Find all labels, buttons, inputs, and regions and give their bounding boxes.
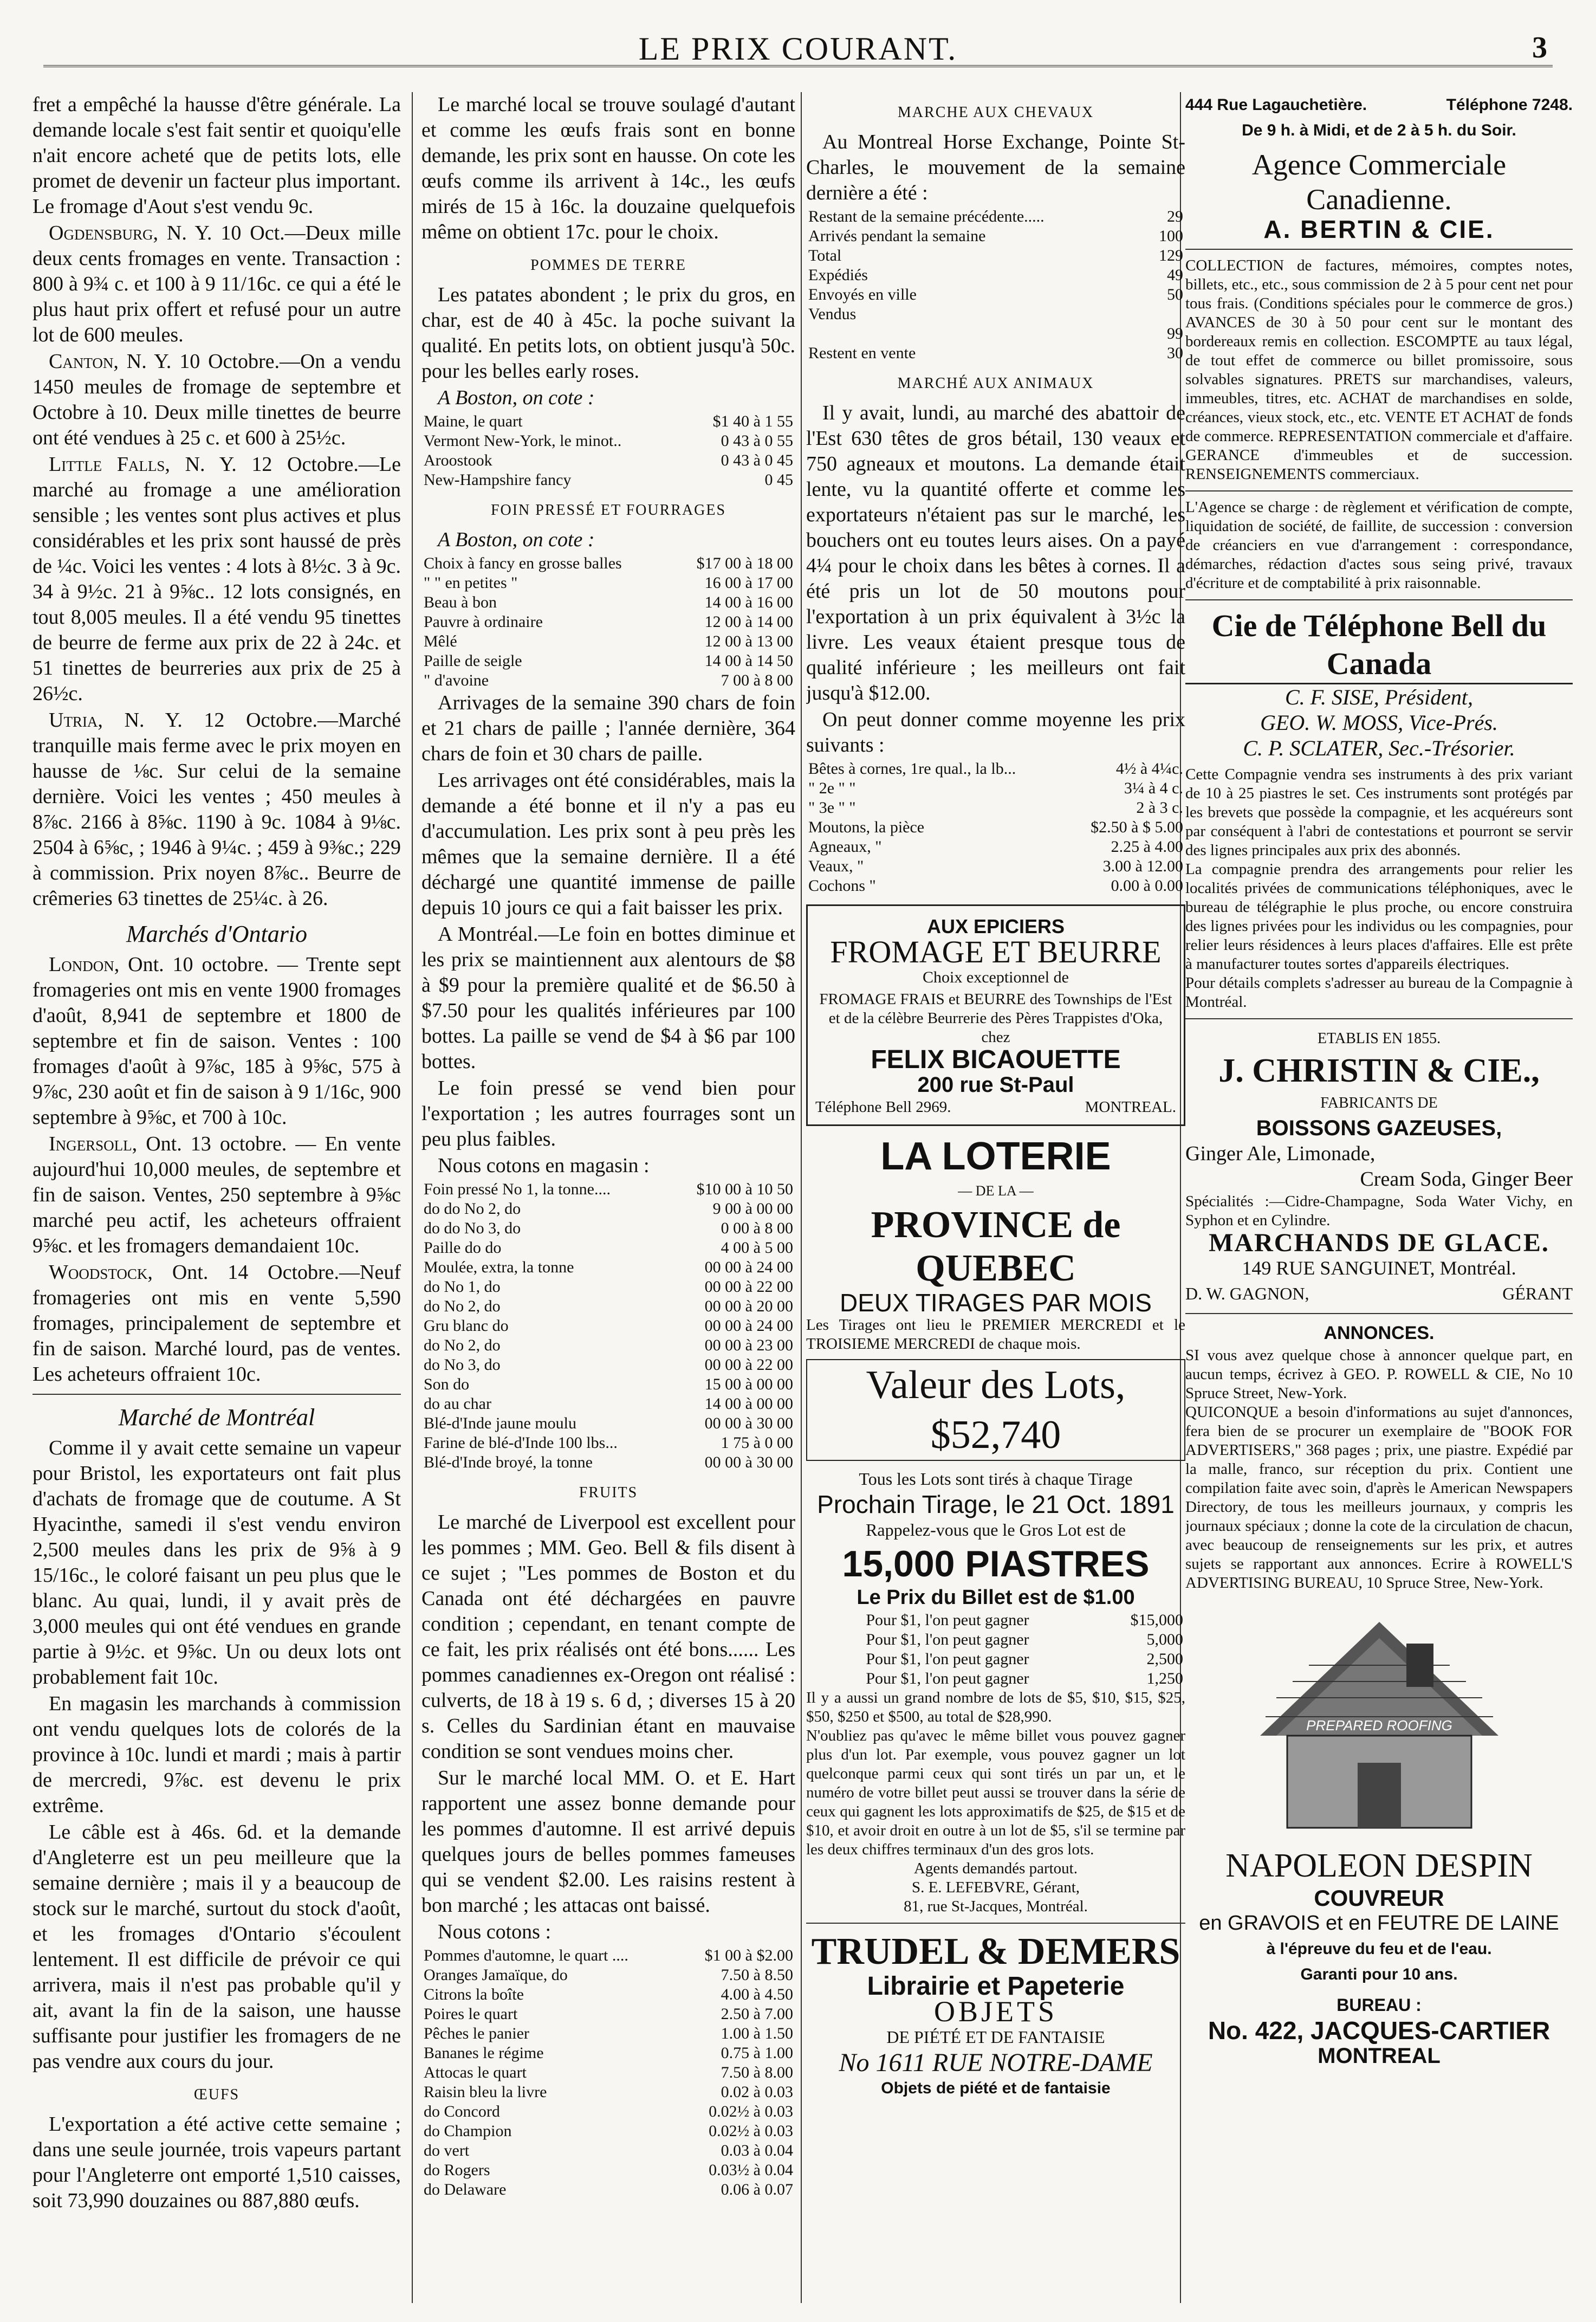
table-row xyxy=(421,554,795,573)
ad-headline: PROVINCE de QUEBEC xyxy=(871,1204,1121,1289)
row-value: 12 00 à 13 00 xyxy=(704,632,793,650)
table-row xyxy=(421,1297,795,1316)
ad-address: No 1611 RUE NOTRE-DAME xyxy=(839,2048,1153,2077)
row-value: 99 xyxy=(1167,325,1183,342)
table-row xyxy=(421,1433,795,1453)
row-label: Blé-d'Inde jaune moulu xyxy=(424,1414,576,1432)
subhead: FOIN PRESSÉ ET FOURRAGES xyxy=(490,502,726,519)
ad-address: 444 Rue Lagauchetière. xyxy=(1185,96,1367,114)
table-row xyxy=(421,1414,795,1433)
ad-subhead: BOISSONS GAZEUSES, xyxy=(1256,1116,1502,1140)
table-row xyxy=(421,1316,795,1336)
ad-subhead: MARCHANDS DE GLACE. xyxy=(1209,1228,1549,1257)
subhead: MARCHE AUX CHEVAUX xyxy=(897,104,1094,121)
ad-text: Objets de piété et de fantaisie xyxy=(881,2079,1111,2097)
paragraph: Arrivages de la semaine 390 chars de foin et 21 chars de paille ; l'année dernière, 364 chars de foin et 30 chars de paille. xyxy=(421,691,795,765)
ad-text: L'Agence se charge : de règlement et vérification de compte, liquidation de société, de faillite, de succession : conversion de créanciers en vue d'arrangement : correspondance, démarches, rédaction d'actes sous seing privé, travaux d'écriture et de comptabilité à prix raisonnable. xyxy=(1185,499,1573,592)
table-row xyxy=(806,285,1185,305)
row-label: Pour $1, l'on peut gagner xyxy=(866,1670,1029,1687)
ad-text: Ginger Ale, Limonade, xyxy=(1185,1142,1376,1165)
row-label: Paille do do xyxy=(424,1239,502,1257)
section-title: Marchés d'Ontario xyxy=(126,921,308,947)
ad-officer: GEO. W. MOSS, Vice-Prés. xyxy=(1260,710,1498,735)
table-row xyxy=(421,1258,795,1277)
row-label: " 2e " " xyxy=(808,779,856,797)
row-label: do Champion xyxy=(424,2122,512,2140)
prize-table xyxy=(806,1610,1185,1689)
ad-headline: Valeur des Lots, $52,740 xyxy=(806,1359,1185,1461)
row-value: 0 45 xyxy=(764,471,793,489)
table-row xyxy=(421,1277,795,1297)
ad-city: MONTREAL. xyxy=(1085,1098,1176,1116)
ad-text: Garanti pour 10 ans. xyxy=(1300,1965,1458,1983)
ad-headline: FROMAGE ET BEURRE xyxy=(830,934,1162,969)
subhead: ŒUFS xyxy=(193,2086,240,2103)
ad-signer-address: 81, rue St-Jacques, Montréal. xyxy=(904,1898,1088,1915)
row-value: 1.00 à 1.50 xyxy=(721,2025,793,2042)
table-row xyxy=(806,857,1185,876)
table-row xyxy=(806,246,1185,266)
row-label: Raisin bleu la livre xyxy=(424,2083,547,2101)
table-row xyxy=(806,759,1185,779)
paragraph: Au Montreal Horse Exchange, Pointe St-Charles, le mouvement de la semaine dernière a été : xyxy=(806,131,1185,204)
ad-subhead: Le Prix du Billet est de $1.00 xyxy=(857,1586,1135,1609)
table-row xyxy=(806,324,1185,344)
ad-text: La compagnie prendra des arrangements pour relier les localités privées de communications téléphoniques, avec le bureau de télégraphie le plus proche, ou encore construira des lignes privées pour les individus ou les compagnies, pour relier leurs résidences à leurs places d'affaires. Elle est prête à manufacturer toutes sortes d'appareils électriques. xyxy=(1185,861,1573,973)
ad-loterie xyxy=(806,1135,1185,1916)
ad-text: Les Tirages ont lieu le PREMIER MERCREDI et le TROISIEME MERCREDI de chaque mois. xyxy=(806,1316,1185,1353)
ad-subhead: COUVREUR xyxy=(1314,1885,1444,1911)
row-value: 3¼ à 4 c. xyxy=(1124,779,1183,797)
row-value: 00 00 à 22 00 xyxy=(704,1356,793,1374)
paragraph: On peut donner comme moyenne les prix suivants : xyxy=(806,708,1185,756)
paragraph: Il y avait, lundi, au marché des abattoir de l'Est 630 têtes de gros bétail, 130 veaux et 750 agneaux et moutons. La demande était lente, vu la quantité offerte et comme les exportateurs n'étaient pas sur le marché, les bouchers ont eu toutes leurs aises. On a payé 4¼ pour le choix dans les bêtes à cornes. Il a été pris un lot de 50 moutons pour l'exportation à un prix équivalent à 3½c la livre. Les veaux étaient presque tous de qualité inférieure ; les meilleurs ont fait jusqu'à $12.00. xyxy=(806,402,1185,704)
ad-subhead: OBJETS xyxy=(933,1995,1058,2028)
table-row xyxy=(806,779,1185,798)
table-row xyxy=(421,1394,795,1414)
row-label: Vermont New-York, le minot.. xyxy=(424,432,622,450)
column-rule xyxy=(412,92,413,2303)
row-label: do do No 2, do xyxy=(424,1200,521,1218)
subhead: FRUITS xyxy=(579,1484,638,1501)
ad-kicker: AUX EPICIERS xyxy=(926,915,1065,937)
row-label: Veaux, " xyxy=(808,857,864,875)
ad-headline: TRUDEL & DEMERS xyxy=(811,1931,1180,1972)
row-value: 00 00 à 23 00 xyxy=(704,1336,793,1354)
row-label: Pêches le panier xyxy=(424,2025,529,2042)
table-row xyxy=(421,412,795,431)
masthead-title: LE PRIX COURANT. xyxy=(638,31,958,67)
ad-phone: Téléphone 7248. xyxy=(1446,96,1573,114)
table-row xyxy=(806,1630,1185,1650)
row-value: 4½ à 4¼c. xyxy=(1115,760,1183,778)
paragraph: Woodstock, Ont. 14 Octobre.—Neuf fromageries ont mis en vente 5,590 fromages, principalement de septembre et fin de saison. Marché lourd, pas de ventes. Les acheteurs offraient 10c. xyxy=(33,1261,401,1386)
row-value: $17 00 à 18 00 xyxy=(696,554,793,572)
row-label: Foin pressé No 1, la tonne.... xyxy=(424,1180,611,1198)
subhead: MARCHÉ AUX ANIMAUX xyxy=(897,375,1094,392)
paragraph: L'exportation a été active cette semaine ; dans une seule journée, trois vapeurs partant pour l'Angleterre ont emporté 1,510 caisses, soit 73,990 douzaines ou 887,880 œufs. xyxy=(33,2113,401,2212)
column-rule xyxy=(801,92,802,2303)
row-label: do No 2, do xyxy=(424,1297,501,1315)
row-label: Envoyés en ville xyxy=(808,286,917,303)
paragraph: Les arrivages ont été considérables, mais la demande a été bonne et il n'y a pas eu d'accumulation. Les prix sont à peu près les mêmes que la semaine dernière. Il a été déchargé une quantité immense de paille depuis 10 jours ce qui a fait baisser les prix. xyxy=(421,769,795,919)
row-value: 7 00 à 8 00 xyxy=(721,671,793,689)
price-table xyxy=(421,1946,795,2200)
ad-hours: De 9 h. à Midi, et de 2 à 5 h. du Soir. xyxy=(1242,121,1516,139)
row-value: 0.03 à 0.04 xyxy=(721,2142,793,2159)
paragraph: Le câble est à 46s. 6d. et la demande d'Angleterre est un peu meilleure que la semaine dernière ; mais il y a beaucoup de stock sur le marché, surtout du stock d'août, et les fromages d'Ontario s'écoulent lentement. Il est difficile de prévoir ce qui arrivera, mais il n'est pas probable qu'il y ait, avant la fin de la saison, une hausse suffisante pour justifier les fromagers de ne pas vendre aux cours du jour. xyxy=(33,1821,401,2073)
row-value: 1 75 à 0 00 xyxy=(721,1434,793,1452)
paragraph: Comme il y avait cette semaine un vapeur pour Bristol, les exportateurs ont fait plus d'achats de fromage que de coutume. A St Hyacinthe, samedi il s'est vendu environ 2,500 meules dans les prix de 9⅝ à 9 15/16c., le coloré faisant un peu plus que le blanc. Au quai, lundi, il y avait près de 3,000 meules qui ont été vendues en grande partie à 9½c. et 9⅝c. Un ou deux lots ont probablement fait 10c. xyxy=(33,1437,401,1689)
table-row xyxy=(806,1610,1185,1630)
divider xyxy=(806,1923,1185,1924)
row-label: Mêlé xyxy=(424,632,457,650)
row-value: 00 00 à 30 00 xyxy=(704,1414,793,1432)
row-value: 2 à 3 c. xyxy=(1136,799,1183,817)
row-label: Paille de seigle xyxy=(424,652,522,670)
row-label: Moulée, extra, la tonne xyxy=(424,1258,574,1276)
row-label: do Concord xyxy=(424,2103,500,2120)
row-value: 14 00 à 14 50 xyxy=(704,652,793,670)
row-label: Citrons la boîte xyxy=(424,1985,524,2003)
ad-subhead: DEUX TIRAGES PAR MOIS xyxy=(840,1289,1152,1317)
paragraph: Le marché local se trouve soulagé d'autant et comme les œufs frais sont en bonne demande, les prix sont en hausse. On cote les œufs comme ils arrivent à 14c., les œufs mirés de 15 à 16c. la douzaine quelquefois même on obtient 17c. pour le choix. xyxy=(421,93,795,243)
page-number: 3 xyxy=(1532,31,1547,64)
row-label xyxy=(806,324,1145,344)
divider xyxy=(33,1394,401,1395)
paragraph: Ingersoll, Ont. 13 octobre. — En vente aujourd'hui 10,000 meules, de septembre et fin de saison. Ventes, 250 septembre à 9⅝c marché peu actif, les acheteurs offraient 9⅝c. et les fromagers demandaient 10c. xyxy=(33,1133,401,1257)
row-value: 4 00 à 5 00 xyxy=(721,1239,793,1257)
table-row xyxy=(421,1180,795,1199)
paragraph: Les patates abondent ; le prix du gros, en char, est de 40 à 45c. la poche suivant la qualité. En petits lots, on obtient jusqu'à 50c. pour les belles early roses. xyxy=(421,283,795,383)
ad-headline: J. CHRISTIN & CIE., xyxy=(1218,1052,1540,1089)
paragraph: A Boston, on cote : xyxy=(438,386,595,409)
table-row xyxy=(806,344,1185,363)
paragraph: Little Falls, N. Y. 12 Octobre.—Le marché au fromage a une amélioration sensible ; les ventes sont plus actives et plus considérables et les prix sont haussé de près de ¼c. Voici les ventes : 4 lots à 8½c. 3 à 9c. 34 à 9½c. 21 à 9⅝c.. 12 lots consignés, en tout 8,005 meules. Il a été vendu 95 tinettes de beurre de ferme aux prix de 22 à 24c. et 51 tinettes de beurreries aux prix de 25 à 26½c. xyxy=(33,453,401,705)
table-row xyxy=(421,1375,795,1394)
row-label: Pour $1, l'on peut gagner xyxy=(866,1631,1029,1648)
ad-officer: C. P. SCLATER, Sec.-Trésorier. xyxy=(1243,736,1515,760)
table-row xyxy=(421,1453,795,1472)
table-row xyxy=(421,671,795,690)
row-label: Total xyxy=(808,247,842,264)
table-row xyxy=(421,2141,795,2161)
row-label: Cochons " xyxy=(808,877,876,895)
row-label: " d'avoine xyxy=(424,671,489,689)
row-value: 14 00 à 16 00 xyxy=(704,593,793,611)
row-label: Aroostook xyxy=(424,451,492,469)
table-row xyxy=(421,2004,795,2024)
ad-text: — DE LA — xyxy=(958,1183,1034,1199)
table-row xyxy=(806,207,1185,227)
row-value: $1 00 à $2.00 xyxy=(704,1946,793,1964)
ad-text: COLLECTION de factures, mémoires, comptes notes, billets, etc., etc., sous commission de 2 à 5 pour cent net pour tous frais. (Conditions spéciales pour le commerce de gros.) AVANCES de 30 à 50 pour cent sur le montant des bordereaux remis en collection. ESCOMPTE au taux légal, de tout effet de commerce ou billet promissoire, sous solvables signatures. PRETS sur marchandises, valeurs, immeubles, titres, etc. ACHAT de marchandises en solde, créances, vieux stock, etc., etc. VENTE ET ACHAT de fonds de commerce. REPRESENTATION commerciale et d'affaire. GERANCE d'immeubles et de succession. RENSEIGNEMENTS commerciaux. xyxy=(1185,257,1573,483)
row-value: 7.50 à 8.00 xyxy=(721,2064,793,2081)
row-value: 0 43 à 0 55 xyxy=(721,432,793,450)
ad-subhead: ANNONCES. xyxy=(1323,1323,1435,1343)
table-row xyxy=(806,1669,1185,1689)
price-table xyxy=(421,412,795,490)
table-row xyxy=(421,431,795,451)
ad-address: 200 rue St-Paul xyxy=(917,1073,1074,1097)
table-row xyxy=(421,632,795,651)
table-row xyxy=(806,227,1185,246)
table-row xyxy=(421,2043,795,2063)
table-row xyxy=(421,2102,795,2122)
ad-name: A. BERTIN & CIE. xyxy=(1263,215,1495,243)
table-row xyxy=(421,1336,795,1355)
ad-manager: D. W. GAGNON, xyxy=(1185,1284,1309,1303)
row-label: Beau à bon xyxy=(424,593,497,611)
ad-signer: S. E. LEFEBVRE, Gérant, xyxy=(911,1879,1080,1896)
cattle-table xyxy=(806,759,1185,896)
ad-city: MONTREAL xyxy=(1318,2044,1441,2068)
ad-headline: Cie de Téléphone Bell du Canada xyxy=(1185,607,1573,684)
row-label: Attocas le quart xyxy=(424,2064,527,2081)
ad-text: Pour détails complets s'adresser au bureau de la Compagnie à Montréal. xyxy=(1185,974,1573,1011)
row-value: 0.75 à 1.00 xyxy=(721,2044,793,2062)
ad-epiciers xyxy=(806,904,1185,1126)
row-label: do vert xyxy=(424,2142,470,2159)
horse-table xyxy=(806,207,1185,363)
row-value: 0 43 à 0 45 xyxy=(721,451,793,469)
ad-text: FABRICANTS DE xyxy=(1320,1095,1438,1111)
row-label: do No 3, do xyxy=(424,1356,501,1374)
table-row xyxy=(421,612,795,632)
row-label: do do No 3, do xyxy=(424,1219,521,1237)
ad-headline: NAPOLEON DESPIN xyxy=(1225,1847,1533,1884)
row-value: $10 00 à 10 50 xyxy=(696,1180,793,1198)
ad-officer: C. F. SISE, Président, xyxy=(1284,685,1473,709)
ad-text: GÉRANT xyxy=(1502,1284,1573,1303)
paragraph: Nous cotons en magasin : xyxy=(438,1154,650,1177)
column-3 xyxy=(806,92,1185,2303)
row-label: Pauvre à ordinaire xyxy=(424,613,543,631)
paragraph: Utria, N. Y. 12 Octobre.—Marché tranquille mais ferme avec le prix moyen en hausse de ⅛c. Sur celui de la semaine dernière. Voici les ventes ; 450 meules à 8⅞c. 2166 à 8⅝c. 1190 à 9c. 1084 à 9⅛c. 2504 à 6⅝c, ; 1946 à 9¼c. ; 459 à 9⅜c.; 229 à commission. Prix noyen 8⅞c.. Beurre de crêmeries 63 tinettes de 25¼c. à 26. xyxy=(33,709,401,910)
ad-name: FELIX BICAOUETTE xyxy=(871,1045,1121,1074)
row-value: 7.50 à 8.50 xyxy=(721,1966,793,1984)
row-value: 9 00 à 00 00 xyxy=(712,1200,793,1218)
ad-text: Tous les Lots sont tirés à chaque Tirage xyxy=(859,1469,1133,1489)
table-row xyxy=(806,876,1185,896)
paragraph: A Montréal.—Le foin en bottes diminue et les prix se maintiennent aux alentours de $8 à $9 pour la première qualité et de $6.50 à $7.50 pour les qualités inférieures par 100 bottes. La paille se vend de $4 à $6 par 100 bottes. xyxy=(421,923,795,1073)
row-label: Expédiés xyxy=(808,266,868,284)
table-row xyxy=(806,1650,1185,1669)
row-label: Vendus xyxy=(808,305,857,323)
row-label: Arrivés pendant la semaine xyxy=(808,227,986,245)
row-value: 129 xyxy=(1159,247,1183,264)
ad-headline: Agence Commerciale Canadienne. xyxy=(1251,148,1507,216)
table-row xyxy=(806,837,1185,857)
row-label: Restent en vente xyxy=(808,344,916,362)
row-value: 0.02 à 0.03 xyxy=(721,2083,793,2101)
row-label: Pour $1, l'on peut gagner xyxy=(866,1611,1029,1629)
paragraph: Sur le marché local MM. O. et E. Hart rapportent une assez bonne demande pour les pommes d'automne. Il est arrivé depuis quelques jours de belles pommes fameuses qui se vendent $2.00. Les raisins restent à bon marché ; les attacas ont baissé. xyxy=(421,1767,795,1917)
table-row xyxy=(421,593,795,612)
row-value: 00 00 à 24 00 xyxy=(704,1317,793,1335)
ad-address: No. 422, JACQUES-CARTIER xyxy=(1208,2016,1550,2045)
table-row xyxy=(806,818,1185,837)
row-value: $2.50 à $ 5.00 xyxy=(1091,818,1183,836)
row-label: Restant de la semaine précédente..... xyxy=(808,208,1044,225)
row-value: 0.00 à 0.00 xyxy=(1111,877,1183,895)
row-value: 14 00 à 00 00 xyxy=(704,1395,793,1413)
ad-title: LA LOTERIE xyxy=(880,1135,1111,1178)
paragraph: Le foin pressé se vend bien pour l'exportation ; les autres fourrages sont un peu plus faibles. xyxy=(421,1077,795,1150)
paragraph: fret a empêché la hausse d'être générale. La demande locale s'est fait sentir et quoiqu'elle n'ait encore acheté que de petits lots, elle promet de devenir un facteur plus important. Le fromage d'Aout s'est vendu 9c. xyxy=(33,93,401,218)
row-value: 16 00 à 17 00 xyxy=(704,574,793,592)
paragraph: Nous cotons : xyxy=(438,1920,551,1943)
table-row xyxy=(421,1199,795,1219)
row-value: 30 xyxy=(1167,344,1183,362)
row-label: Bananes le régime xyxy=(424,2044,544,2062)
paragraph: En magasin les marchands à commission ont vendu quelques lots de colorés de la province à 10c. lundi et mardi ; mais à partir de mercredi, 9⅞c. est devenu le prix extrême. xyxy=(33,1692,401,1817)
row-label: Gru blanc do xyxy=(424,1317,509,1335)
ad-text: Agents demandés partout. xyxy=(913,1860,1078,1877)
table-row xyxy=(421,470,795,490)
row-value: 3.00 à 12.00 xyxy=(1102,857,1183,875)
ad-text: Choix exceptionnel de xyxy=(923,968,1069,986)
table-row xyxy=(806,266,1185,285)
row-label: New-Hampshire fancy xyxy=(424,471,572,489)
row-label: Oranges Jamaïque, do xyxy=(424,1966,568,1984)
row-value: 12 00 à 14 00 xyxy=(704,613,793,631)
ad-text: Cette Compagnie vendra ses instruments à des prix variant de 10 à 25 piastres le set. Ces instruments sont protégés par les brevets que possède la compagnie, et les acquéreurs sont par conséquent à l'abri de contestations et pourront se servir des lignes principales aux prix des abonnés. xyxy=(1185,766,1573,859)
row-value: 00 00 à 24 00 xyxy=(704,1258,793,1276)
row-value: 15 00 à 00 00 xyxy=(704,1375,793,1393)
ad-text: Il y a aussi un grand nombre de lots de $5, $10, $15, $25, $50, $250 et $500, au total de $28,990. xyxy=(806,1689,1185,1725)
row-label: " " en petites " xyxy=(424,574,518,592)
ad-text: N'oubliez pas qu'avec le même billet vous pouvez gagner plus d'un lot. Par exemple, vous pouvez gagner un lot quelconque parmi ceux qui sont tirés un par un, et le numéro de votre billet peut aussi se trouver dans la série de ceux qui gagnent les lots approximatifs de $25, de $15 et de $10, et avoir droit en outre à un lot de $5, s'il se termine par les deux chiffres terminaux d'un des gros lots. xyxy=(806,1727,1185,1858)
row-value: 100 xyxy=(1159,227,1183,245)
row-label: Moutons, la pièce xyxy=(808,818,925,836)
ad-text: Rappelez-vous que le Gros Lot est de xyxy=(866,1520,1126,1540)
paragraph: London, Ont. 10 octobre. — Trente sept fromageries ont mis en vente 1900 fromages d'août, 8,941 de septembre et 1800 de septembre et fin de saison. Ventes : 100 fromages d'août à 9⅞c, 185 à 9⅝c, 575 à 9⅞c, 230 août et fin de saison à 9 1/16c, 900 septembre à 9⅝c, et 700 à 10c. xyxy=(33,953,401,1129)
row-label: do No 1, do xyxy=(424,1278,501,1296)
row-value: $15,000 xyxy=(1130,1611,1183,1629)
ad-text: BUREAU : xyxy=(1337,1995,1422,2015)
table-row xyxy=(421,2024,795,2043)
ad-trudel xyxy=(806,1930,1185,2101)
row-value: 00 00 à 22 00 xyxy=(704,1278,793,1296)
column-4 xyxy=(1185,92,1573,2303)
row-value: 5,000 xyxy=(1146,1631,1183,1648)
column-1 xyxy=(33,92,401,2303)
table-row xyxy=(421,651,795,671)
table-row xyxy=(421,451,795,470)
row-label: do No 2, do xyxy=(424,1336,501,1354)
row-value: 0.06 à 0.07 xyxy=(721,2181,793,2198)
table-row xyxy=(421,1355,795,1375)
row-value: 2.50 à 7.00 xyxy=(721,2005,793,2023)
ad-headline: 15,000 PIASTRES xyxy=(842,1543,1150,1584)
column-2 xyxy=(421,92,795,2303)
row-value: 1,250 xyxy=(1146,1670,1183,1687)
row-label: Maine, le quart xyxy=(424,412,523,430)
row-label: do Delaware xyxy=(424,2181,507,2198)
table-row xyxy=(421,2063,795,2082)
paragraph: A Boston, on cote : xyxy=(438,528,595,551)
ad-subhead: Librairie et Papeterie xyxy=(867,1972,1125,2001)
row-value: 2.25 à 4.00 xyxy=(1111,838,1183,856)
row-value: 50 xyxy=(1167,286,1183,303)
ad-text: ETABLIS EN 1855. xyxy=(1317,1030,1441,1047)
ad-text: Cream Soda, Ginger Beer xyxy=(1360,1168,1573,1191)
table-row xyxy=(421,1946,795,1965)
page-header xyxy=(43,27,1553,67)
row-value: 0.03½ à 0.04 xyxy=(709,2161,793,2179)
row-label: " 3e " " xyxy=(808,799,856,817)
row-label: Choix à fancy en grosse balles xyxy=(424,554,622,572)
ad-text: Spécialités :—Cidre-Champagne, Soda Water Vichy, en Syphon et en Cylindre. xyxy=(1185,1193,1573,1229)
table-row xyxy=(421,1238,795,1258)
price-table xyxy=(421,1180,795,1472)
row-label: Bêtes à cornes, 1re qual., la lb... xyxy=(808,760,1016,778)
roofing-illustration xyxy=(1228,1600,1531,1839)
table-row xyxy=(421,2122,795,2141)
table-row xyxy=(421,1965,795,1985)
paragraph: Ogdensburg, N. Y. 10 Oct.—Deux mille deux cents fromages en vente. Transaction : 800 à 9¾ c. et 100 à 9 11/16c. ce qui a été le plus haut prix offert et refusé pour un autre lot de 600 meules. xyxy=(33,222,401,346)
row-label: Farine de blé-d'Inde 100 lbs... xyxy=(424,1434,618,1452)
row-value: 4.00 à 4.50 xyxy=(721,1985,793,2003)
row-label: Pour $1, l'on peut gagner xyxy=(866,1650,1029,1668)
row-label: Son do xyxy=(424,1375,470,1393)
table-row xyxy=(806,798,1185,818)
ad-subhead: Prochain Tirage, le 21 Oct. 1891 xyxy=(817,1490,1175,1518)
ad-text: SI vous avez quelque chose à annoncer quelque part, en aucun temps, écrivez à GEO. P. ROWELL & CIE, No 10 Spruce Street, New-York. xyxy=(1185,1347,1573,1402)
row-value: 00 00 à 20 00 xyxy=(704,1297,793,1315)
subhead: POMMES DE TERRE xyxy=(530,257,686,274)
table-row xyxy=(421,2161,795,2180)
table-row xyxy=(421,1985,795,2004)
row-label: do au char xyxy=(424,1395,491,1413)
row-value: 49 xyxy=(1167,266,1183,284)
row-value: 29 xyxy=(1167,208,1183,225)
table-row xyxy=(421,573,795,593)
ad-address: 149 RUE SANGUINET, Montréal. xyxy=(1242,1257,1516,1279)
row-value: 2,500 xyxy=(1146,1650,1183,1668)
row-value: 00 00 à 30 00 xyxy=(704,1453,793,1471)
row-value: 0 00 à 8 00 xyxy=(721,1219,793,1237)
row-value: $1 40 à 1 55 xyxy=(712,412,793,430)
row-value xyxy=(1145,305,1185,324)
paragraph: Le marché de Liverpool est excellent pour les pommes ; MM. Geo. Bell & fils disent à ce sujet ; "Les pommes de Boston et du Canada ont été déchargées en pauvre condition ; cependant, en tenant compte de ce fait, les prix réalisés ont été bons...... Les pommes canadiennes ex-Oregon ont réalisé : culverts, de 18 à 19 s. 6 d, ; diverses 15 à 20 s. Celles du Sardinian étant en mauvaise condition se sont vendues moins cher. xyxy=(421,1511,795,1763)
row-value: 0.02½ à 0.03 xyxy=(709,2103,793,2120)
ad-text: QUICONQUE a besoin d'informations au sujet d'annonces, fera bien de se procurer un exemplaire de "BOOK FOR ADVERTISERS," 368 pages ; prix, une piastre. Expédié par la malle, franco, sur réception du prix. Contient une compilation faite avec soin, d'après le American Newspapers Directory, de tous les meilleurs journaux, y compris les journaux spéciaux ; donne la cote de la circulation de chacun, avec beaucoup de renseignements sur les prix, et autres sujets se rapportant aux annonces. Ecrire à ROWELL'S ADVERTISING BUREAU, 10 Spruce Stree, New-York. xyxy=(1185,1403,1573,1592)
row-label: Agneaux, " xyxy=(808,838,882,856)
row-label: Poires le quart xyxy=(424,2005,518,2023)
price-table xyxy=(421,554,795,690)
table-row xyxy=(806,305,1185,324)
table-row xyxy=(421,2082,795,2102)
row-label: do Rogers xyxy=(424,2161,490,2179)
ad-phone: Téléphone Bell 2969. xyxy=(815,1098,951,1116)
roofing-label: PREPARED ROOFING xyxy=(1306,1717,1452,1734)
ad-text: en GRAVOIS et en FEUTRE DE LAINE xyxy=(1199,1912,1559,1935)
house-roof-icon xyxy=(1228,1600,1531,1839)
ad-text: DE PIÉTÉ ET DE FANTAISIE xyxy=(886,2027,1105,2047)
row-label: Pommes d'automne, le quart .... xyxy=(424,1946,628,1964)
row-label: Blé-d'Inde broyé, la tonne xyxy=(424,1453,593,1471)
ad-text: à l'épreuve du feu et de l'eau. xyxy=(1266,1940,1492,1958)
paragraph: Canton, N. Y. 10 Octobre.—On a vendu 1450 meules de fromage de septembre et Octobre à 10. Deux mille tinettes de beurre ont été vendues à 25 c. et 600 à 25½c. xyxy=(33,350,401,449)
section-title: Marché de Montréal xyxy=(118,1404,315,1431)
table-row xyxy=(421,1219,795,1238)
table-row xyxy=(421,2180,795,2200)
row-value: 0.02½ à 0.03 xyxy=(709,2122,793,2140)
ad-text: FROMAGE FRAIS et BEURRE des Townships de l'Est et de la célèbre Beurrerie des Pères Trappistes d'Oka, chez xyxy=(819,991,1172,1046)
